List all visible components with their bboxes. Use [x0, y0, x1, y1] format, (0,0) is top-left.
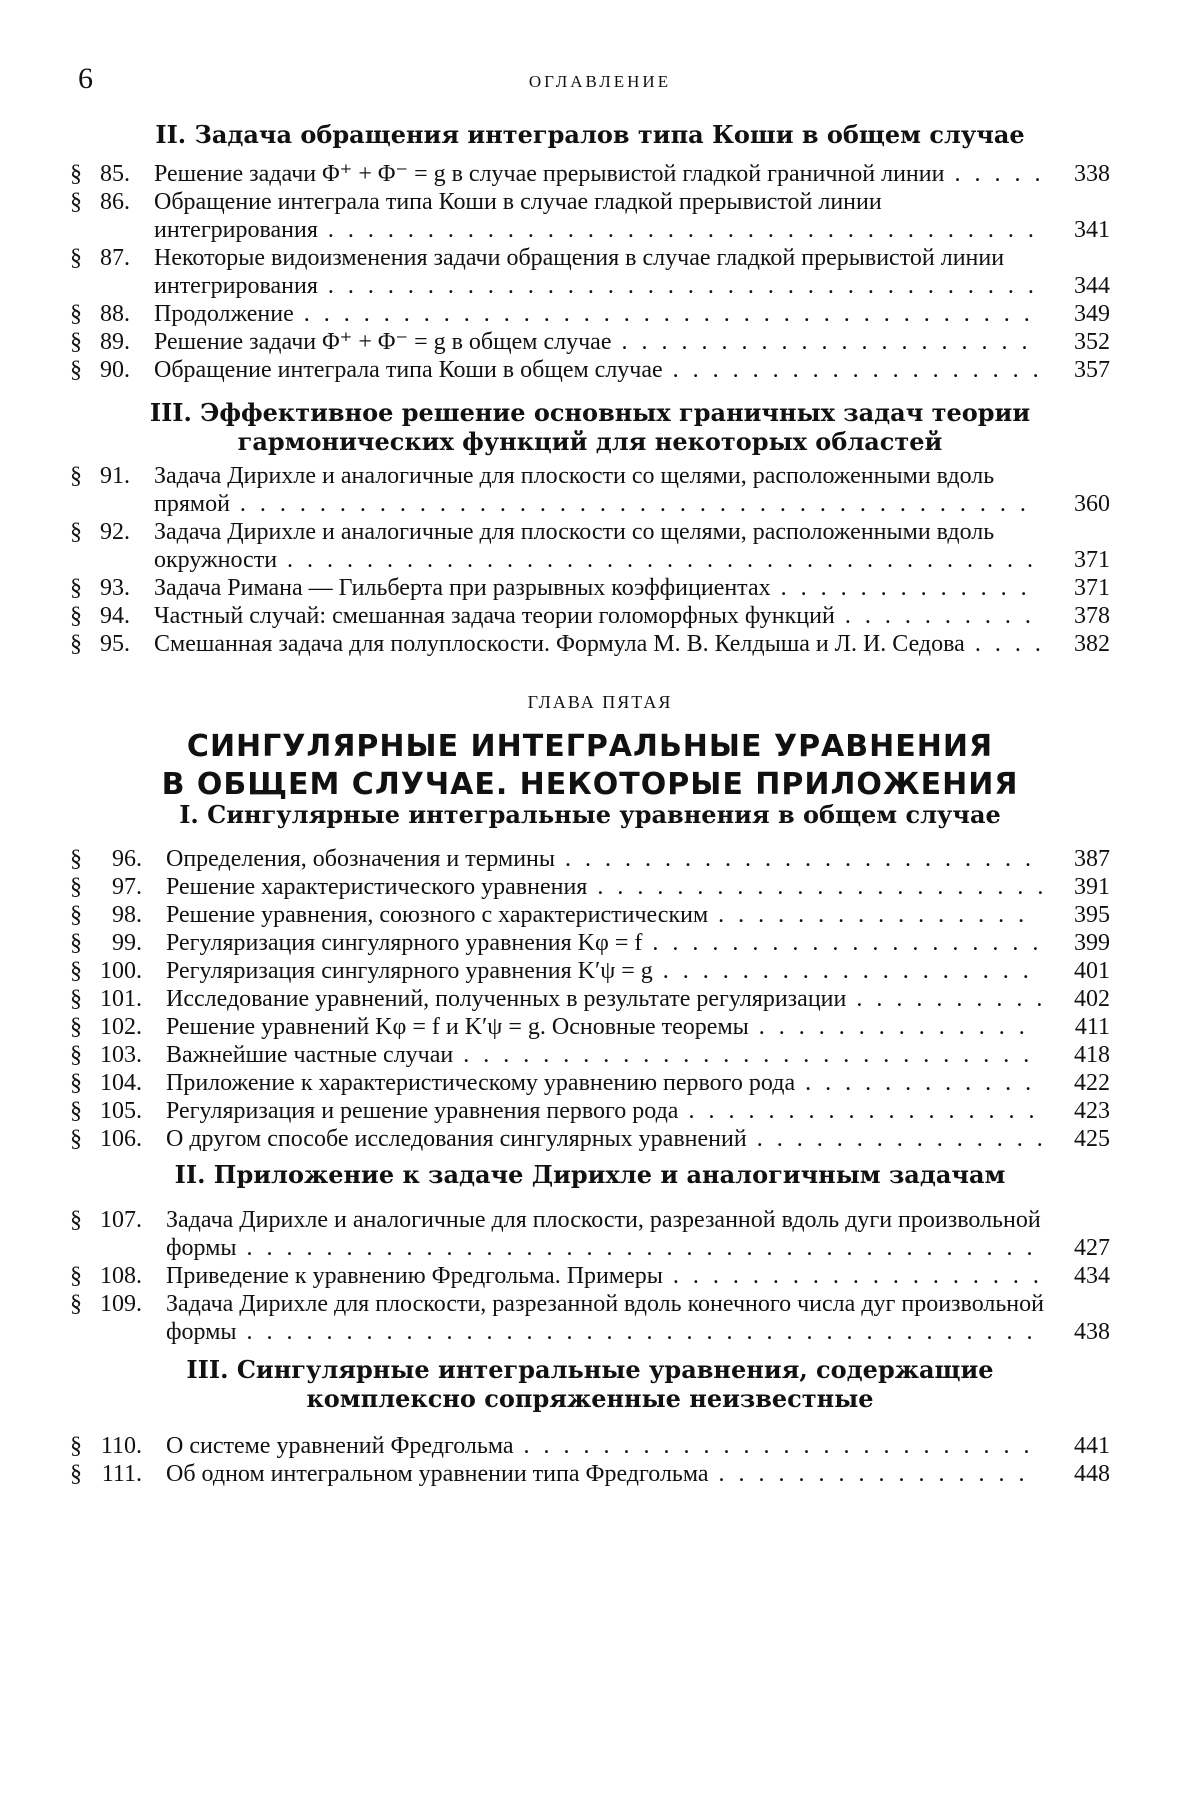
section-sign: §	[70, 958, 82, 984]
section-number: 97.	[112, 874, 142, 900]
section-title-ch5-part3-line2: комплексно сопряженные неизвестные	[306, 1384, 874, 1413]
toc-entry	[70, 1460, 1110, 1488]
entry-title: Некоторые видоизменения задачи обращения в случае гладкой прерывистой линии интегрирования	[154, 245, 1005, 299]
toc-entry	[70, 901, 1110, 929]
section-sign: §	[70, 575, 82, 601]
page-ref: 344	[1074, 273, 1110, 299]
entry-title: Приведение к уравнению Фредгольма. Примеры	[166, 1263, 663, 1289]
page-ref: 434	[1074, 1263, 1110, 1289]
dot-leader: . . . . . . . . . . . . . . .	[746, 1126, 1047, 1152]
running-title: ОГЛАВЛЕНИЕ	[528, 72, 672, 91]
dot-leader: . . . . . . . . . . . . . . . .	[708, 902, 1029, 928]
entry-title: О системе уравнений Фредгольма	[166, 1433, 514, 1459]
toc-entry	[70, 845, 1110, 873]
section-number: 96.	[112, 846, 142, 872]
page-ref: 387	[1074, 846, 1110, 872]
toc-list-ch5-part1	[70, 845, 1110, 1153]
entry-title: Смешанная задача для полуплоскости. Формула М. В. Келдыша и Л. И. Седова	[154, 631, 965, 657]
toc-entry	[70, 1097, 1110, 1125]
section-number: 101.	[100, 986, 142, 1012]
toc-entry	[70, 1013, 1110, 1041]
section-sign: §	[70, 874, 82, 900]
entry-title: Об одном интегральном уравнении типа Фредгольма	[166, 1461, 709, 1487]
toc-entry	[70, 1069, 1110, 1097]
page-ref: 371	[1074, 575, 1110, 601]
entry-title: Задача Дирихле и аналогичные для плоскости со щелями, расположенными вдоль окружности	[154, 519, 995, 573]
dot-leader: . . . . . . . . . . . . .	[770, 575, 1031, 601]
section-number: 90.	[100, 357, 130, 383]
toc-entry	[70, 957, 1110, 985]
page-ref: 349	[1074, 301, 1110, 327]
toc-entry	[70, 300, 1110, 328]
dot-leader: . . . . . . . . . . . .	[795, 1070, 1036, 1096]
entry-title: Решение характеристического уравнения	[166, 874, 588, 900]
section-sign: §	[70, 1070, 82, 1096]
section-sign: §	[70, 1014, 82, 1040]
dot-leader: . . . . . . . . . . . . . . . . . . . . .	[611, 329, 1032, 355]
section-title-part3	[100, 398, 1080, 456]
toc-entry	[70, 518, 1110, 574]
entry-title: Регуляризация сингулярного уравнения Kφ = f	[166, 930, 643, 956]
page-ref: 401	[1074, 958, 1110, 984]
entry-title: Регуляризация сингулярного уравнения K′ψ = g	[166, 958, 653, 984]
section-number: 105.	[100, 1098, 142, 1124]
dot-leader: . . . . . . . . . . . . . . . . . . . . . . . . . . . . . . . . . . . . . . . .	[236, 1319, 1037, 1345]
toc-entry	[70, 574, 1110, 602]
toc-entry	[70, 1041, 1110, 1069]
section-sign: §	[70, 846, 82, 872]
entry-title: Задача Римана — Гильберта при разрывных коэффициентах	[154, 575, 771, 601]
dot-leader: . . . . .	[944, 161, 1045, 187]
dot-leader: . . . . . . . . . . . . . . . . . . . . . . . . . . . . . . . . . . . . . . . .	[229, 491, 1030, 517]
section-sign: §	[70, 189, 82, 215]
dot-leader: . . . . . . . . . . . . . . . . . . .	[662, 357, 1043, 383]
toc-list-ch5-part3	[70, 1432, 1110, 1488]
toc-entry	[70, 160, 1110, 188]
dot-leader: . . . . . . . . . . . . . . . . . . . . . . . . . . . . . . . . . . . .	[317, 217, 1038, 243]
dot-leader: . . . . . . . . . . . . . . . . . . .	[662, 1263, 1043, 1289]
entry-title: Исследование уравнений, полученных в результате регуляризации	[166, 986, 847, 1012]
dot-leader: . . . . . . . . . . . . . . . . . . . . . . . . . . . . . . . . . . . . . . . .	[236, 1235, 1037, 1261]
section-sign: §	[70, 329, 82, 355]
page-ref: 427	[1074, 1235, 1110, 1261]
page-ref: 422	[1074, 1070, 1110, 1096]
chapter-title-line2: В ОБЩЕМ СЛУЧАЕ. НЕКОТОРЫЕ ПРИЛОЖЕНИЯ	[161, 767, 1019, 802]
toc-list-ch5-part2	[70, 1206, 1110, 1346]
chapter-label: ГЛАВА ПЯТАЯ	[527, 692, 673, 712]
toc-entry	[70, 1125, 1110, 1153]
section-sign: §	[70, 1291, 82, 1317]
toc-entry	[70, 1206, 1110, 1262]
section-sign: §	[70, 603, 82, 629]
dot-leader: . . . . . . . . . . . . . . . . . . . . . . . . . .	[513, 1433, 1034, 1459]
entry-title: Решение задачи Φ⁺ + Φ⁻ = g в случае прерывистой гладкой граничной линии	[154, 161, 945, 187]
page-ref: 395	[1074, 902, 1110, 928]
page-ref: 360	[1074, 491, 1110, 517]
section-number: 89.	[100, 329, 130, 355]
entry-title: Продолжение	[154, 301, 294, 327]
section-number: 95.	[100, 631, 130, 657]
section-sign: §	[70, 357, 82, 383]
section-sign: §	[70, 631, 82, 657]
section-title-part3-line1: III. Эффективное решение основных граничных задач теории	[149, 398, 1031, 427]
page-ref: 418	[1074, 1042, 1110, 1068]
section-number: 103.	[100, 1042, 142, 1068]
entry-title: Задача Дирихле и аналогичные для плоскости со щелями, расположенными вдоль прямой	[154, 463, 995, 517]
entry-title: Важнейшие частные случаи	[166, 1042, 454, 1068]
section-sign: §	[70, 1126, 82, 1152]
page-ref: 341	[1074, 217, 1110, 243]
toc-entry	[70, 1290, 1110, 1346]
entry-title: Определения, обозначения и термины	[166, 846, 556, 872]
section-sign: §	[70, 986, 82, 1012]
dot-leader: . . . . . . . . . .	[846, 986, 1047, 1012]
section-number: 94.	[100, 603, 130, 629]
section-number: 106.	[100, 1126, 142, 1152]
dot-leader: . . . .	[964, 631, 1045, 657]
toc-entry	[70, 630, 1110, 658]
entry-title: Приложение к характеристическому уравнению первого рода	[166, 1070, 796, 1096]
section-sign: §	[70, 1207, 82, 1233]
section-title-ch5-part3	[100, 1355, 1080, 1413]
dot-leader: . . . . . . . . . . . . . . . . . .	[678, 1098, 1039, 1124]
entry-title: Задача Дирихле и аналогичные для плоскости, разрезанной вдоль дуги произвольной формы	[166, 1207, 1041, 1261]
page-ref: 391	[1074, 874, 1110, 900]
dot-leader: . . . . . . . . . . . . . . . . . . .	[652, 958, 1033, 984]
dot-leader: . . . . . . . . . . . . . . . . . . . . . . .	[587, 874, 1048, 900]
section-number: 92.	[100, 519, 130, 545]
page-ref: 382	[1074, 631, 1110, 657]
entry-title: О другом способе исследования сингулярных уравнений	[166, 1126, 747, 1152]
page-ref: 441	[1074, 1433, 1110, 1459]
toc-list-part2	[70, 160, 1110, 384]
section-number: 99.	[112, 930, 142, 956]
section-sign: §	[70, 902, 82, 928]
dot-leader: . . . . . . . . . . . . . . . . . . . . . . . . . . . . . . . . . . . . . .	[277, 547, 1038, 573]
section-title-ch5-part2: II. Приложение к задаче Дирихле и аналогичным задачам	[174, 1160, 1006, 1189]
section-sign: §	[70, 245, 82, 271]
page-number: 6	[78, 62, 93, 95]
section-number: 100.	[100, 958, 142, 984]
section-sign: §	[70, 1461, 82, 1487]
page-ref: 357	[1074, 357, 1110, 383]
page-ref: 423	[1074, 1098, 1110, 1124]
page-ref: 402	[1074, 986, 1110, 1012]
section-sign: §	[70, 463, 82, 489]
dot-leader: . . . . . . . . . . . . . .	[748, 1014, 1029, 1040]
toc-entry	[70, 188, 1110, 244]
dot-leader: . . . . . . . . . . . . . . . . . . . . . . . .	[555, 846, 1036, 872]
chapter-title-line1: СИНГУЛЯРНЫЕ ИНТЕГРАЛЬНЫЕ УРАВНЕНИЯ	[186, 729, 994, 764]
dot-leader: . . . . . . . . . . . . . . . .	[708, 1461, 1029, 1487]
chapter-title	[100, 728, 1080, 804]
section-number: 98.	[112, 902, 142, 928]
toc-list-part3	[70, 462, 1110, 658]
section-number: 93.	[100, 575, 130, 601]
section-sign: §	[70, 930, 82, 956]
page-ref: 338	[1074, 161, 1110, 187]
section-sign: §	[70, 1042, 82, 1068]
toc-entry	[70, 873, 1110, 901]
dot-leader: . . . . . . . . . . . . . . . . . . . . . . . . . . . . . . . . . . . .	[317, 273, 1038, 299]
toc-entry	[70, 328, 1110, 356]
entry-title: Обращение интеграла типа Коши в случае гладкой прерывистой линии интегрирования	[154, 189, 882, 243]
section-sign: §	[70, 161, 82, 187]
entry-title: Решение уравнения, союзного с характеристическим	[166, 902, 709, 928]
page-ref: 371	[1074, 547, 1110, 573]
section-number: 102.	[100, 1014, 142, 1040]
entry-title: Решение задачи Φ⁺ + Φ⁻ = g в общем случае	[154, 329, 612, 355]
page-ref: 425	[1074, 1126, 1110, 1152]
section-sign: §	[70, 1433, 82, 1459]
section-title-ch5-part1: I. Сингулярные интегральные уравнения в общем случае	[179, 800, 1001, 829]
dot-leader: . . . . . . . . . .	[834, 603, 1035, 629]
section-number: 87.	[100, 245, 130, 271]
section-number: 104.	[100, 1070, 142, 1096]
section-number: 111.	[101, 1461, 142, 1487]
section-number: 109.	[100, 1291, 142, 1317]
toc-entry	[70, 462, 1110, 518]
section-number: 88.	[100, 301, 130, 327]
toc-entry	[70, 1432, 1110, 1460]
section-number: 108.	[100, 1263, 142, 1289]
entry-title: Задача Дирихле для плоскости, разрезанной вдоль конечного числа дуг произвольной формы	[166, 1291, 1044, 1345]
dot-leader: . . . . . . . . . . . . . . . . . . . .	[642, 930, 1043, 956]
section-number: 110.	[100, 1433, 142, 1459]
section-number: 91.	[100, 463, 130, 489]
section-number: 86.	[100, 189, 130, 215]
section-sign: §	[70, 1263, 82, 1289]
section-sign: §	[70, 519, 82, 545]
toc-entry	[70, 985, 1110, 1013]
toc-entry	[70, 356, 1110, 384]
section-sign: §	[70, 301, 82, 327]
toc-entry	[70, 929, 1110, 957]
section-sign: §	[70, 1098, 82, 1124]
section-number: 85.	[100, 161, 130, 187]
page-ref: 448	[1074, 1461, 1110, 1487]
toc-entry	[70, 1262, 1110, 1290]
page-ref: 399	[1074, 930, 1110, 956]
section-title-part3-line2: гармонических функций для некоторых областей	[237, 427, 943, 456]
dot-leader: . . . . . . . . . . . . . . . . . . . . . . . . . . . . .	[453, 1042, 1034, 1068]
page-ref: 352	[1074, 329, 1110, 355]
toc-entry	[70, 602, 1110, 630]
page-ref: 438	[1074, 1319, 1110, 1345]
section-title-ch5-part3-line1: III. Сингулярные интегральные уравнения, содержащие	[186, 1355, 994, 1384]
entry-title: Частный случай: смешанная задача теории голоморфных функций	[154, 603, 835, 629]
entry-title: Обращение интеграла типа Коши в общем случае	[154, 357, 663, 383]
toc-entry	[70, 244, 1110, 300]
page-ref: 378	[1074, 603, 1110, 629]
section-title-part2: II. Задача обращения интегралов типа Коши в общем случае	[155, 120, 1025, 149]
page-ref: 411	[1074, 1014, 1110, 1040]
entry-title: Решение уравнений Kφ = f и K′ψ = g. Основные теоремы	[166, 1014, 749, 1040]
section-number: 107.	[100, 1207, 142, 1233]
dot-leader: . . . . . . . . . . . . . . . . . . . . . . . . . . . . . . . . . . . . .	[293, 301, 1034, 327]
entry-title: Регуляризация и решение уравнения первого рода	[166, 1098, 679, 1124]
